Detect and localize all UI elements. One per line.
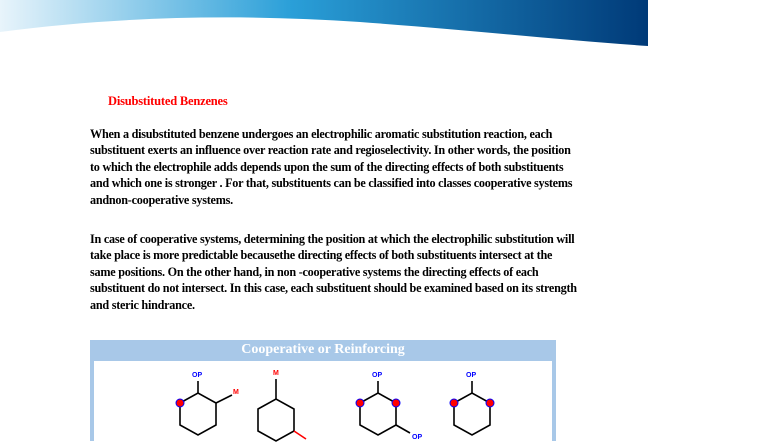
structure-1-top-label: OP bbox=[192, 372, 203, 379]
structure-2-top-label: M bbox=[273, 370, 279, 377]
structure-4-top-label: OP bbox=[466, 372, 477, 379]
structure-2 bbox=[234, 363, 344, 443]
panel-title: Cooperative or Reinforcing bbox=[241, 342, 405, 357]
panel-content bbox=[94, 361, 552, 441]
cooperative-panel bbox=[90, 340, 556, 441]
structure-1 bbox=[132, 363, 242, 443]
structure-3-side-label: OP bbox=[412, 434, 423, 441]
section-title: Disubstituted Benzenes bbox=[108, 94, 228, 108]
header-wave-banner bbox=[0, 0, 784, 70]
paragraph-intro: When a disubstituted benzene undergoes an electrophilic aromatic substitution reaction, each substituent exerts an influence over reaction rate and regioselectivity. In other words, the position to which the electrophile adds depends upon the sum of the directing effects of both substituents and which one is stronger . For that, substituents can be classified into classes cooperative systems andnon-cooperative systems. bbox=[90, 127, 573, 207]
paragraph-cooperative: In case of cooperative systems, determining the position at which the electrophilic substitution will take place is more predictable becausethe directing effects of both substituents intersect at the same positions. On the other hand, in non -cooperative systems the directing effects of each substituent do not intersect. In this case, each substituent should be examined based on its strength and steric hindrance. bbox=[90, 232, 577, 312]
structure-1-side-label: M bbox=[233, 389, 239, 396]
structure-3-top-label: OP bbox=[372, 372, 383, 379]
structure-4 bbox=[426, 363, 536, 443]
